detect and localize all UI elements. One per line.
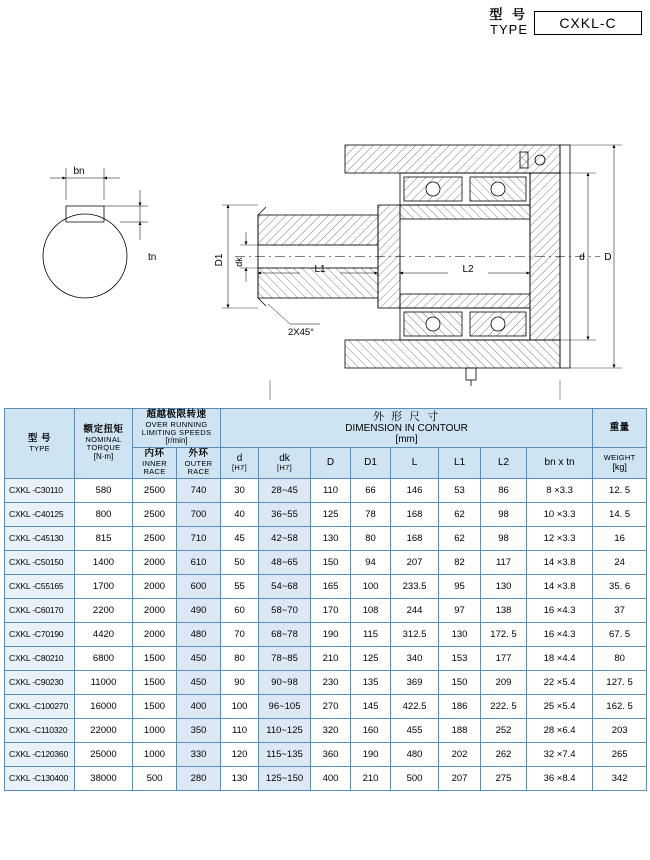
table-row [5,478,647,502]
assembly-section [222,145,622,400]
cell-L2: 209 [481,670,527,694]
cell-n-outer: 330 [177,742,221,766]
cell-n-inner: 1000 [133,742,177,766]
cell-L: 233.5 [391,574,439,598]
cell-weight: 203 [593,718,647,742]
keyway-section [43,168,148,298]
cell-type: CXKL -C60170 [5,598,75,622]
cell-L: 455 [391,718,439,742]
th-dimension-en: DIMENSION IN CONTOUR [345,423,468,435]
cell-dk: 96~105 [259,694,311,718]
cell-L2: 222. 5 [481,694,527,718]
cell-torque: 4420 [75,622,133,646]
th-col-L: L [391,448,439,478]
cell-bt: 14 ×3.8 [527,574,593,598]
cell-bt: 22 ×5.4 [527,670,593,694]
cell-weight: 265 [593,742,647,766]
cell-torque: 38000 [75,766,133,790]
cell-torque: 815 [75,526,133,550]
cell-D1: 190 [351,742,391,766]
cell-D: 270 [311,694,351,718]
cell-bt: 25 ×5.4 [527,694,593,718]
table-row [5,574,647,598]
cell-dk: 54~68 [259,574,311,598]
cell-L: 480 [391,742,439,766]
th-speed-inner [133,448,177,478]
th-speed-inner-cn: 内环 [144,448,165,460]
cell-L1: 130 [439,622,481,646]
cell-torque: 580 [75,478,133,502]
cell-torque: 1400 [75,550,133,574]
cell-L: 369 [391,670,439,694]
cell-L2: 177 [481,646,527,670]
cell-L1: 97 [439,598,481,622]
cell-type: CXKL -C55165 [5,574,75,598]
cell-weight: 24 [593,550,647,574]
th-speed-en1: OVER RUNNING [145,419,208,429]
cell-L2: 138 [481,598,527,622]
cell-weight: 127. 5 [593,670,647,694]
th-speed-inner-en2: RACE [143,467,166,477]
table-row [5,598,647,622]
cell-D: 150 [311,550,351,574]
th-torque-cn: 额定扭矩 [83,424,124,436]
th-speed-unit: [r/min] [165,436,188,446]
cell-L1: 62 [439,502,481,526]
th-col-dk [259,448,311,478]
th-torque-en2: TORQUE [86,443,121,453]
table-row [5,670,647,694]
label-bn: bn [73,166,85,177]
cell-bt: 18 ×4.4 [527,646,593,670]
cell-d: 60 [221,598,259,622]
cell-D1: 160 [351,718,391,742]
cell-L2: 252 [481,718,527,742]
cell-n-inner: 1500 [133,646,177,670]
cell-type: CXKL -C40125 [5,502,75,526]
cell-L2: 98 [481,526,527,550]
th-speed-outer [177,448,221,478]
cell-dk: 90~98 [259,670,311,694]
th-weight-unit-cell [593,448,647,478]
cell-L: 207 [391,550,439,574]
cell-torque: 2200 [75,598,133,622]
cell-type: CXKL -C120360 [5,742,75,766]
cell-bt: 12 ×3.3 [527,526,593,550]
cell-n-outer: 610 [177,550,221,574]
label-L1: L1 [314,264,326,275]
th-col-dk-sub: [H7] [277,463,292,473]
cell-weight: 37 [593,598,647,622]
th-weight-en: WEIGHT [603,452,636,462]
cell-n-outer: 710 [177,526,221,550]
cell-D: 230 [311,670,351,694]
cell-L1: 53 [439,478,481,502]
cell-dk: 42~58 [259,526,311,550]
th-col-dk-main: dk [279,453,290,465]
cell-D: 190 [311,622,351,646]
cell-n-outer: 740 [177,478,221,502]
th-speed-inner-en1: INNER [142,458,167,468]
cell-weight: 342 [593,766,647,790]
cell-L1: 188 [439,718,481,742]
cell-L2: 172. 5 [481,622,527,646]
cell-n-inner: 1500 [133,694,177,718]
cell-n-outer: 490 [177,598,221,622]
cell-n-outer: 700 [177,502,221,526]
cell-D1: 115 [351,622,391,646]
type-header [489,8,642,38]
cell-d: 50 [221,550,259,574]
cell-d: 110 [221,718,259,742]
table-row [5,526,647,550]
cell-n-inner: 2500 [133,502,177,526]
th-speed-outer-en2: RACE [187,467,210,477]
cell-d: 130 [221,766,259,790]
cell-L: 312.5 [391,622,439,646]
cell-D: 170 [311,598,351,622]
th-weight-unit: [kg] [612,462,627,473]
label-tn: tn [148,252,157,263]
th-col-D1: D1 [351,448,391,478]
label-d: d [579,252,585,263]
cell-bt: 16 ×4.3 [527,598,593,622]
th-weight-cn: 重量 [609,421,630,433]
cell-n-outer: 350 [177,718,221,742]
cell-bt: 8 ×3.3 [527,478,593,502]
cell-n-inner: 2000 [133,598,177,622]
cell-d: 70 [221,622,259,646]
type-label-cn: 型 号 [489,7,528,22]
cell-D1: 108 [351,598,391,622]
cell-dk: 125~150 [259,766,311,790]
cell-d: 30 [221,478,259,502]
cell-d: 55 [221,574,259,598]
th-speed-outer-cn: 外环 [188,448,209,460]
cell-n-inner: 2000 [133,550,177,574]
table-row [5,718,647,742]
cell-type: CXKL -C130400 [5,766,75,790]
cell-n-inner: 1500 [133,670,177,694]
cell-D1: 210 [351,766,391,790]
cell-L: 168 [391,502,439,526]
cell-D: 165 [311,574,351,598]
cell-n-inner: 1000 [133,718,177,742]
type-header-labels [489,8,528,38]
cell-D1: 80 [351,526,391,550]
cell-d: 100 [221,694,259,718]
th-col-d-main: d [236,453,243,465]
cell-L1: 95 [439,574,481,598]
cell-D: 130 [311,526,351,550]
cell-torque: 16000 [75,694,133,718]
cell-L2: 98 [481,502,527,526]
cell-L2: 117 [481,550,527,574]
cell-D1: 94 [351,550,391,574]
cell-d: 40 [221,502,259,526]
th-torque-unit: [N·m] [93,451,114,461]
cell-type: CXKL -C30110 [5,478,75,502]
th-col-D: D [311,448,351,478]
cell-dk: 28~45 [259,478,311,502]
cell-L1: 186 [439,694,481,718]
cell-torque: 11000 [75,670,133,694]
cell-L2: 262 [481,742,527,766]
cell-D: 320 [311,718,351,742]
cell-weight: 162. 5 [593,694,647,718]
spec-table-body [5,478,647,790]
cell-bt: 16 ×4.3 [527,622,593,646]
label-dk: dk [234,257,244,267]
cell-L1: 82 [439,550,481,574]
table-row [5,694,647,718]
cell-n-outer: 400 [177,694,221,718]
table-row [5,646,647,670]
cell-n-outer: 600 [177,574,221,598]
label-L2: L2 [462,264,474,275]
cell-dk: 115~135 [259,742,311,766]
cell-L1: 150 [439,670,481,694]
cell-L1: 207 [439,766,481,790]
cell-D1: 100 [351,574,391,598]
cell-bt: 28 ×6.4 [527,718,593,742]
cell-dk: 36~55 [259,502,311,526]
table-row [5,622,647,646]
cell-L: 146 [391,478,439,502]
th-torque [75,409,133,479]
cell-D: 110 [311,478,351,502]
th-col-d [221,448,259,478]
cell-type: CXKL -C110320 [5,718,75,742]
cell-type: CXKL -C80210 [5,646,75,670]
cell-type: CXKL -C90230 [5,670,75,694]
cell-L2: 130 [481,574,527,598]
cell-bt: 14 ×3.8 [527,550,593,574]
cell-type: CXKL -C50150 [5,550,75,574]
cell-D1: 125 [351,646,391,670]
th-speed-cn: 超越极限转速 [146,409,207,420]
cell-torque: 25000 [75,742,133,766]
cell-type: CXKL -C45130 [5,526,75,550]
label-D: D [604,252,612,263]
cell-L2: 86 [481,478,527,502]
cell-D: 210 [311,646,351,670]
cell-L1: 153 [439,646,481,670]
th-torque-en1: NOMINAL [85,434,122,444]
cell-d: 120 [221,742,259,766]
cell-type: CXKL -C70190 [5,622,75,646]
cell-n-inner: 2000 [133,622,177,646]
th-weight [593,409,647,448]
cell-D: 125 [311,502,351,526]
cell-D1: 135 [351,670,391,694]
cell-L: 244 [391,598,439,622]
table-row [5,502,647,526]
cell-d: 45 [221,526,259,550]
cell-bt: 32 ×7.4 [527,742,593,766]
cell-D1: 66 [351,478,391,502]
cell-D: 400 [311,766,351,790]
th-col-bt: bn x tn [527,448,593,478]
cell-n-inner: 2000 [133,574,177,598]
cell-n-inner: 500 [133,766,177,790]
cell-D1: 78 [351,502,391,526]
th-col-L2: L2 [481,448,527,478]
cell-L2: 275 [481,766,527,790]
cell-L1: 202 [439,742,481,766]
cell-d: 80 [221,646,259,670]
cell-n-inner: 2500 [133,526,177,550]
cell-d: 90 [221,670,259,694]
th-type-en: TYPE [29,443,50,453]
type-value-box: CXKL-C [534,11,642,35]
cell-type: CXKL -C100270 [5,694,75,718]
th-dimension [221,409,593,448]
cell-n-outer: 450 [177,670,221,694]
table-row [5,550,647,574]
cell-torque: 1700 [75,574,133,598]
cell-weight: 14. 5 [593,502,647,526]
th-col-L1: L1 [439,448,481,478]
technical-drawing [0,60,650,400]
table-row [5,742,647,766]
cell-weight: 67. 5 [593,622,647,646]
cell-n-outer: 450 [177,646,221,670]
cell-dk: 48~65 [259,550,311,574]
cell-bt: 36 ×8.4 [527,766,593,790]
spec-table-container [4,408,646,791]
cell-L: 500 [391,766,439,790]
th-speed [133,409,221,448]
cell-D1: 145 [351,694,391,718]
cell-weight: 35. 6 [593,574,647,598]
cell-dk: 68~78 [259,622,311,646]
cell-torque: 800 [75,502,133,526]
th-dimension-unit: [mm] [395,434,418,446]
label-chamfer: 2X45° [288,327,314,338]
cell-weight: 80 [593,646,647,670]
cell-L: 168 [391,526,439,550]
cell-n-outer: 280 [177,766,221,790]
cell-dk: 58~70 [259,598,311,622]
cell-torque: 6800 [75,646,133,670]
cell-weight: 12. 5 [593,478,647,502]
th-dimension-cn: 外 形 尺 寸 [372,410,441,423]
cell-L1: 62 [439,526,481,550]
cell-torque: 22000 [75,718,133,742]
th-type-cn: 型 号 [27,432,52,444]
label-D1: D1 [214,253,225,267]
cell-bt: 10 ×3.3 [527,502,593,526]
th-type [5,409,75,479]
th-speed-en2: LIMITING SPEEDS [141,428,212,438]
th-speed-outer-en1: OUTER [184,458,213,468]
cell-dk: 78~85 [259,646,311,670]
spec-table [4,408,647,791]
cell-n-inner: 2500 [133,478,177,502]
cell-weight: 16 [593,526,647,550]
cell-dk: 110~125 [259,718,311,742]
table-row [5,766,647,790]
type-label-en: TYPE [490,21,528,37]
cell-n-outer: 480 [177,622,221,646]
cell-D: 360 [311,742,351,766]
th-col-d-sub: [H7] [232,463,247,473]
cell-L: 340 [391,646,439,670]
cell-L: 422.5 [391,694,439,718]
